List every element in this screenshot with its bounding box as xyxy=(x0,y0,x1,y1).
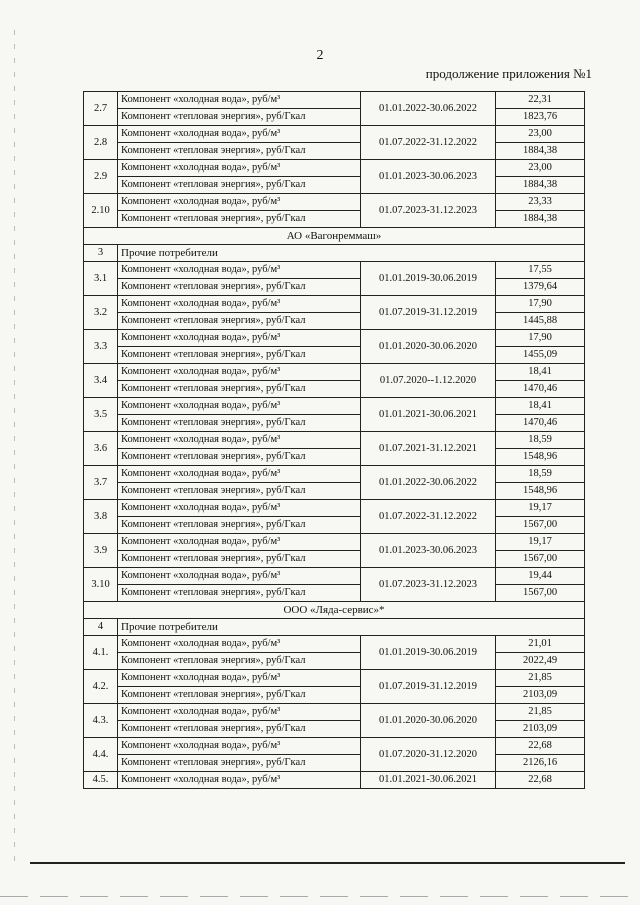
group-number: 3 xyxy=(84,245,118,262)
component-cold-water: Компонент «холодная вода», руб/м³ xyxy=(118,738,361,755)
table-row xyxy=(84,721,585,738)
value-heat-energy: 1379,64 xyxy=(496,279,585,296)
value-heat-energy: 1548,96 xyxy=(496,449,585,466)
period-cell: 01.01.2020-30.06.2020 xyxy=(361,330,496,364)
table-row xyxy=(84,772,585,789)
table-row xyxy=(84,636,585,653)
bottom-rule xyxy=(30,862,625,864)
value-cold-water: 23,33 xyxy=(496,194,585,211)
page-number: 2 xyxy=(316,48,324,63)
period-cell: 01.07.2022-31.12.2022 xyxy=(361,500,496,534)
row-number: 3.3 xyxy=(84,330,118,364)
component-heat-energy: Компонент «тепловая энергия», руб/Гкал xyxy=(118,313,361,330)
table-row xyxy=(84,313,585,330)
organization-heading: ООО «Лядa-сервис»* xyxy=(84,602,585,619)
component-cold-water: Компонент «холодная вода», руб/м³ xyxy=(118,296,361,313)
component-heat-energy: Компонент «тепловая энергия», руб/Гкал xyxy=(118,687,361,704)
row-number: 4.2. xyxy=(84,670,118,704)
component-cold-water: Компонент «холодная вода», руб/м³ xyxy=(118,364,361,381)
row-number: 3.6 xyxy=(84,432,118,466)
value-heat-energy: 1445,88 xyxy=(496,313,585,330)
component-heat-energy: Компонент «тепловая энергия», руб/Гкал xyxy=(118,483,361,500)
scan-edge-marks xyxy=(14,30,15,870)
value-cold-water: 22,68 xyxy=(496,772,585,789)
value-cold-water: 23,00 xyxy=(496,160,585,177)
group-row xyxy=(84,619,585,636)
value-cold-water: 18,41 xyxy=(496,364,585,381)
table-row xyxy=(84,211,585,228)
row-number: 4.5. xyxy=(84,772,118,789)
period-cell: 01.01.2022-30.06.2022 xyxy=(361,466,496,500)
table-row xyxy=(84,177,585,194)
value-heat-energy: 1823,76 xyxy=(496,109,585,126)
table-row xyxy=(84,347,585,364)
group-row xyxy=(84,245,585,262)
component-heat-energy: Компонент «тепловая энергия», руб/Гкал xyxy=(118,143,361,160)
table-row xyxy=(84,449,585,466)
period-cell: 01.01.2019-30.06.2019 xyxy=(361,262,496,296)
value-heat-energy: 1455,09 xyxy=(496,347,585,364)
consumer-group-title: Прочие потребители xyxy=(118,619,585,636)
table-row xyxy=(84,126,585,143)
value-cold-water: 23,00 xyxy=(496,126,585,143)
component-cold-water: Компонент «холодная вода», руб/м³ xyxy=(118,636,361,653)
row-number: 3.7 xyxy=(84,466,118,500)
component-cold-water: Компонент «холодная вода», руб/м³ xyxy=(118,92,361,109)
tariff-table xyxy=(83,91,585,789)
period-cell: 01.07.2020--1.12.2020 xyxy=(361,364,496,398)
row-number: 2.7 xyxy=(84,92,118,126)
value-cold-water: 18,59 xyxy=(496,432,585,449)
table-row xyxy=(84,296,585,313)
section-row xyxy=(84,228,585,245)
component-cold-water: Компонент «холодная вода», руб/м³ xyxy=(118,262,361,279)
component-heat-energy: Компонент «тепловая энергия», руб/Гкал xyxy=(118,347,361,364)
value-cold-water: 19,17 xyxy=(496,534,585,551)
consumer-group-title: Прочие потребители xyxy=(118,245,585,262)
value-cold-water: 21,85 xyxy=(496,670,585,687)
component-cold-water: Компонент «холодная вода», руб/м³ xyxy=(118,466,361,483)
value-heat-energy: 1567,00 xyxy=(496,517,585,534)
table-row xyxy=(84,92,585,109)
period-cell: 01.01.2023-30.06.2023 xyxy=(361,160,496,194)
section-row xyxy=(84,602,585,619)
component-heat-energy: Компонент «тепловая энергия», руб/Гкал xyxy=(118,449,361,466)
period-cell: 01.07.2020-31.12.2020 xyxy=(361,738,496,772)
value-heat-energy: 1470,46 xyxy=(496,381,585,398)
table-row xyxy=(84,585,585,602)
component-heat-energy: Компонент «тепловая энергия», руб/Гкал xyxy=(118,211,361,228)
component-cold-water: Компонент «холодная вода», руб/м³ xyxy=(118,330,361,347)
table-row xyxy=(84,534,585,551)
period-cell: 01.07.2023-31.12.2023 xyxy=(361,568,496,602)
row-number: 2.8 xyxy=(84,126,118,160)
value-heat-energy: 1567,00 xyxy=(496,551,585,568)
table-row xyxy=(84,738,585,755)
value-cold-water: 21,85 xyxy=(496,704,585,721)
value-heat-energy: 1884,38 xyxy=(496,143,585,160)
component-heat-energy: Компонент «тепловая энергия», руб/Гкал xyxy=(118,109,361,126)
component-heat-energy: Компонент «тепловая энергия», руб/Гкал xyxy=(118,653,361,670)
row-number: 3.8 xyxy=(84,500,118,534)
component-cold-water: Компонент «холодная вода», руб/м³ xyxy=(118,398,361,415)
row-number: 4.3. xyxy=(84,704,118,738)
value-cold-water: 19,17 xyxy=(496,500,585,517)
scan-bottom-marks xyxy=(0,896,640,897)
value-cold-water: 22,68 xyxy=(496,738,585,755)
value-cold-water: 17,90 xyxy=(496,296,585,313)
component-heat-energy: Компонент «тепловая энергия», руб/Гкал xyxy=(118,551,361,568)
period-cell: 01.01.2019-30.06.2019 xyxy=(361,636,496,670)
table-row xyxy=(84,466,585,483)
component-cold-water: Компонент «холодная вода», руб/м³ xyxy=(118,772,361,789)
period-cell: 01.01.2020-30.06.2020 xyxy=(361,704,496,738)
table-row xyxy=(84,398,585,415)
table-row xyxy=(84,279,585,296)
row-number: 4.1. xyxy=(84,636,118,670)
table-row xyxy=(84,755,585,772)
tariff-table-body xyxy=(84,92,585,789)
table-row xyxy=(84,704,585,721)
value-cold-water: 18,41 xyxy=(496,398,585,415)
value-cold-water: 22,31 xyxy=(496,92,585,109)
value-heat-energy: 1567,00 xyxy=(496,585,585,602)
row-number: 4.4. xyxy=(84,738,118,772)
component-heat-energy: Компонент «тепловая энергия», руб/Гкал xyxy=(118,517,361,534)
appendix-title: продолжение приложения №1 xyxy=(425,66,592,81)
table-row xyxy=(84,432,585,449)
row-number: 3.9 xyxy=(84,534,118,568)
table-row xyxy=(84,381,585,398)
table-row xyxy=(84,415,585,432)
value-heat-energy: 1548,96 xyxy=(496,483,585,500)
component-cold-water: Компонент «холодная вода», руб/м³ xyxy=(118,670,361,687)
value-heat-energy: 1884,38 xyxy=(496,177,585,194)
component-cold-water: Компонент «холодная вода», руб/м³ xyxy=(118,194,361,211)
value-heat-energy: 1884,38 xyxy=(496,211,585,228)
component-heat-energy: Компонент «тепловая энергия», руб/Гкал xyxy=(118,177,361,194)
row-number: 2.9 xyxy=(84,160,118,194)
value-cold-water: 17,90 xyxy=(496,330,585,347)
row-number: 3.5 xyxy=(84,398,118,432)
component-heat-energy: Компонент «тепловая энергия», руб/Гкал xyxy=(118,585,361,602)
component-heat-energy: Компонент «тепловая энергия», руб/Гкал xyxy=(118,381,361,398)
period-cell: 01.01.2021-30.06.2021 xyxy=(361,772,496,789)
period-cell: 01.07.2019-31.12.2019 xyxy=(361,670,496,704)
table-row xyxy=(84,500,585,517)
component-cold-water: Компонент «холодная вода», руб/м³ xyxy=(118,432,361,449)
value-heat-energy: 2103,09 xyxy=(496,687,585,704)
row-number: 3.1 xyxy=(84,262,118,296)
period-cell: 01.01.2022-30.06.2022 xyxy=(361,92,496,126)
table-row xyxy=(84,687,585,704)
group-number: 4 xyxy=(84,619,118,636)
table-row xyxy=(84,364,585,381)
row-number: 3.10 xyxy=(84,568,118,602)
row-number: 3.4 xyxy=(84,364,118,398)
period-cell: 01.07.2022-31.12.2022 xyxy=(361,126,496,160)
table-row xyxy=(84,568,585,585)
table-row xyxy=(84,109,585,126)
component-heat-energy: Компонент «тепловая энергия», руб/Гкал xyxy=(118,279,361,296)
organization-heading: АО «Вагонреммаш» xyxy=(84,228,585,245)
period-cell: 01.07.2021-31.12.2021 xyxy=(361,432,496,466)
table-row xyxy=(84,670,585,687)
component-cold-water: Компонент «холодная вода», руб/м³ xyxy=(118,160,361,177)
value-cold-water: 21,01 xyxy=(496,636,585,653)
table-row xyxy=(84,262,585,279)
period-cell: 01.07.2023-31.12.2023 xyxy=(361,194,496,228)
table-row xyxy=(84,194,585,211)
value-cold-water: 17,55 xyxy=(496,262,585,279)
component-cold-water: Компонент «холодная вода», руб/м³ xyxy=(118,534,361,551)
component-heat-energy: Компонент «тепловая энергия», руб/Гкал xyxy=(118,415,361,432)
value-heat-energy: 1470,46 xyxy=(496,415,585,432)
table-row xyxy=(84,551,585,568)
row-number: 2.10 xyxy=(84,194,118,228)
table-row xyxy=(84,483,585,500)
value-cold-water: 19,44 xyxy=(496,568,585,585)
component-cold-water: Компонент «холодная вода», руб/м³ xyxy=(118,126,361,143)
component-cold-water: Компонент «холодная вода», руб/м³ xyxy=(118,500,361,517)
table-row xyxy=(84,143,585,160)
value-heat-energy: 2103,09 xyxy=(496,721,585,738)
row-number: 3.2 xyxy=(84,296,118,330)
component-heat-energy: Компонент «тепловая энергия», руб/Гкал xyxy=(118,721,361,738)
component-cold-water: Компонент «холодная вода», руб/м³ xyxy=(118,568,361,585)
table-row xyxy=(84,517,585,534)
table-row xyxy=(84,330,585,347)
value-heat-energy: 2022,49 xyxy=(496,653,585,670)
table-row xyxy=(84,653,585,670)
value-heat-energy: 2126,16 xyxy=(496,755,585,772)
component-cold-water: Компонент «холодная вода», руб/м³ xyxy=(118,704,361,721)
period-cell: 01.07.2019-31.12.2019 xyxy=(361,296,496,330)
component-heat-energy: Компонент «тепловая энергия», руб/Гкал xyxy=(118,755,361,772)
table-row xyxy=(84,160,585,177)
value-cold-water: 18,59 xyxy=(496,466,585,483)
period-cell: 01.01.2021-30.06.2021 xyxy=(361,398,496,432)
period-cell: 01.01.2023-30.06.2023 xyxy=(361,534,496,568)
